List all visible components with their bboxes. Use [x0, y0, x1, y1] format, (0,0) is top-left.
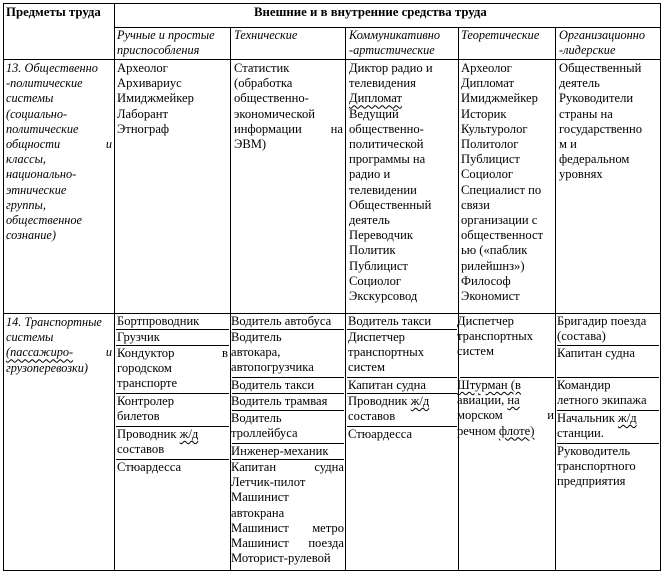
table-border-right — [660, 3, 661, 571]
list-item: Стюардесса — [348, 427, 413, 441]
list-item: Штурман (в авиации, на морском и речном флоте) — [457, 378, 554, 438]
list-item: Этнограф — [117, 121, 170, 136]
list-item: Капитан судна — [557, 346, 635, 360]
row13-theoretical-list: Археолог Дипломат Имиджмейкер Историк Культуролог Политолог Публицист Социолог Специалист по связи организации с общественност ью («паблик рилейшнз») Философ Экономист — [461, 61, 544, 304]
row13-manual-list — [117, 61, 194, 137]
column-divider — [555, 27, 556, 571]
row14-subject: 14. Транспортные системы (пассажиро- и грузоперевозки) — [6, 315, 112, 375]
column-divider — [114, 3, 115, 571]
row13-subject: 13. Общественно -политические системы (социально- политические общности и классы, национально- этнические группы, общественное сознание) — [6, 61, 112, 243]
list-item: Водитель такси — [231, 378, 315, 392]
list-item: Инженер-механик — [231, 444, 329, 458]
list-item: Водитель трамвая — [231, 394, 328, 408]
list-item: Диспетчер транспортных систем — [457, 314, 534, 359]
header-means: Внешние и в внутренние средства труда — [254, 5, 487, 19]
list-item: Кондуктор в городском транспорте — [117, 346, 228, 391]
list-item: Бригадир поезда (состава) — [557, 314, 647, 344]
subheader-technical: Технические — [234, 28, 298, 42]
table-border-bottom — [3, 570, 661, 571]
list-item: Проводник ж/д составов — [348, 394, 430, 424]
table-border-top — [3, 3, 661, 4]
list-item: Археолог — [117, 61, 168, 75]
list-item: Грузчик — [117, 330, 160, 344]
list-item: Капитан судна — [348, 378, 426, 392]
row13-organizational-list: Общественный деятель Руководители страны на государственно м и федеральном уровнях — [559, 61, 643, 182]
list-item: Контролер билетов — [117, 394, 175, 424]
subheader-theoretical: Теоретические — [461, 28, 540, 42]
list-item: Водитель такси — [348, 314, 432, 328]
list-item: Начальник ж/д станции. — [557, 411, 637, 441]
column-divider — [458, 27, 459, 571]
row13-communicative-list: Диктор радио и телевидения Дипломат Ведущий общественно- политической программы на радио и телевидении Общественный деятель Переводчик Политик Публицист Социолог Экскурсовод — [349, 61, 433, 304]
list-item: Водитель троллейбуса — [231, 411, 298, 441]
list-item: Командир летного экипажа — [557, 378, 647, 408]
list-item: Руководитель транспортного предприятия — [557, 444, 636, 489]
header-bottom-rule — [3, 59, 661, 60]
list-item: Стюардесса — [117, 460, 182, 474]
subheader-communicative: Коммуникативно -артистические — [349, 28, 440, 58]
column-divider — [345, 27, 346, 571]
row13-technical-list: Статистик (обработка общественно- экономической информации на ЭВМ) — [234, 61, 343, 152]
subheader-manual: Ручные и простые приспособления — [117, 28, 215, 58]
list-item: Имиджмейкер — [117, 91, 194, 106]
list-item: Архивариус — [117, 76, 182, 91]
list-item: Диспетчер транспортных систем — [348, 330, 425, 375]
subheader-organizational: Организационно -лидерские — [559, 28, 645, 58]
list-item: Бортпроводник — [117, 314, 200, 328]
header-subjects: Предметы труда — [6, 5, 101, 19]
list-item: Водитель автокара, автопогрузчика — [231, 330, 314, 375]
list-item: Капитан судна Летчик-пилот Машинист автокрана Машинист метро Машинист поезда Моторист-рулевой — [231, 460, 344, 566]
list-item: Лаборант — [117, 106, 168, 121]
table-border-left — [3, 3, 4, 571]
list-item: Водитель автобуса — [231, 314, 332, 328]
list-item: Проводник ж/д составов — [117, 427, 199, 457]
